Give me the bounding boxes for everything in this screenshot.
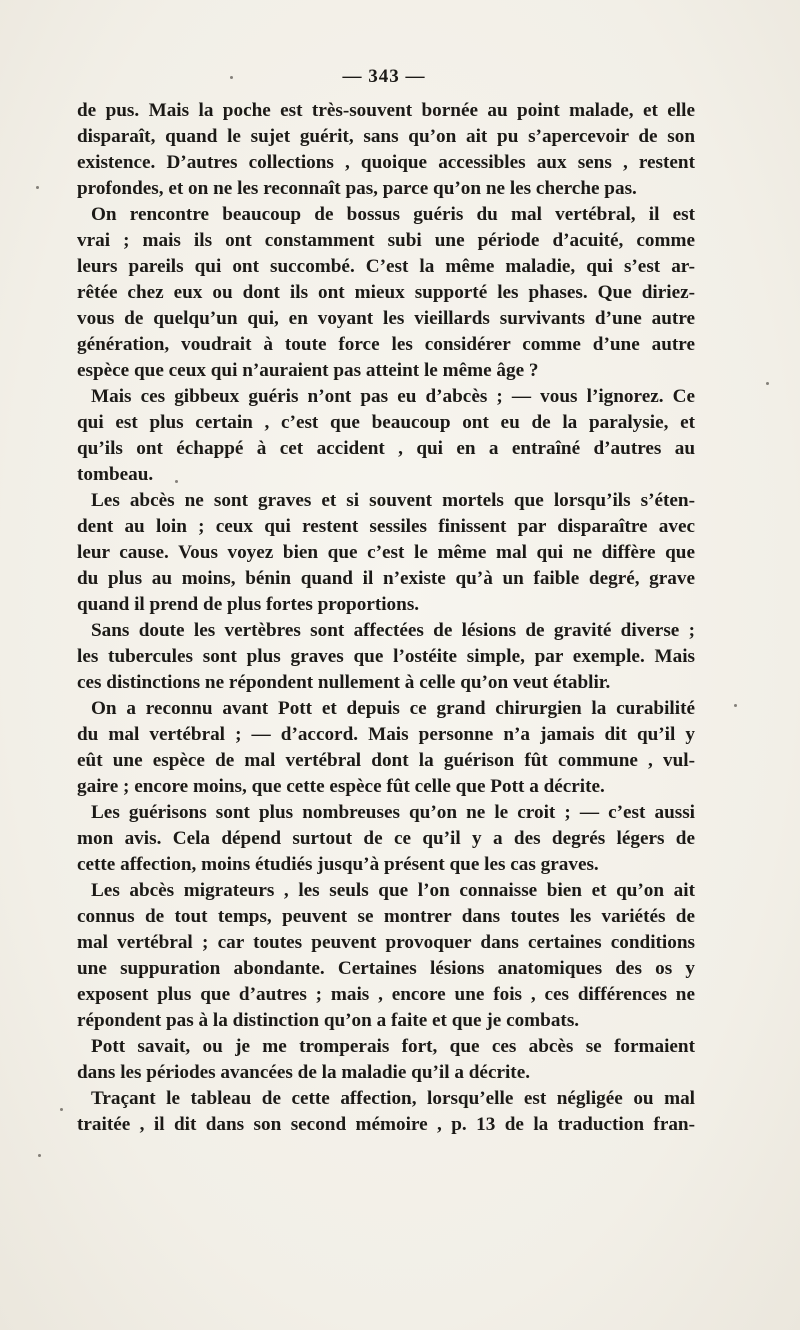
paper-speck <box>734 704 737 707</box>
paper-speck <box>175 480 178 483</box>
text-line: Sans doute les vertèbres sont affectées de lésions de gravité diverse ; <box>91 620 695 641</box>
text-line: vrai ; mais ils ont constamment subi une période d’acuité, comme <box>77 230 695 251</box>
text-line: leur cause. Vous voyez bien que c’est le même mal qui ne diffère que <box>77 542 695 563</box>
text-line: dans les périodes avancées de la maladie qu’il a décrite. <box>77 1062 531 1083</box>
text-line: exposent plus que d’autres ; mais , encore une fois , ces différences ne <box>77 984 695 1005</box>
text-line: profondes, et on ne les reconnaît pas, parce qu’on ne les cherche pas. <box>77 178 637 199</box>
text-line: mal vertébral ; car toutes peuvent provoquer dans certaines conditions <box>77 932 695 953</box>
paper-speck <box>766 382 769 385</box>
text-line: qui est plus certain , c’est que beaucoup ont eu de la paralysie, et <box>77 412 695 433</box>
text-line: gaire ; encore moins, que cette espèce fût celle que Pott a décrite. <box>77 776 605 797</box>
text-line: eût une espèce de mal vertébral dont la guérison fût commune , vul- <box>77 750 695 771</box>
text-line: du plus au moins, bénin quand il n’existe qu’à un faible degré, grave <box>77 568 695 589</box>
text-line: de pus. Mais la poche est très-souvent bornée au point malade, et elle <box>77 100 695 121</box>
text-line: répondent pas à la distinction qu’on a faite et que je combats. <box>77 1010 580 1031</box>
text-line: cette affection, moins étudiés jusqu’à présent que les cas graves. <box>77 854 599 875</box>
text-line: traitée , il dit dans son second mémoire , p. 13 de la traduction fran- <box>77 1114 695 1135</box>
text-line: leurs pareils qui ont succombé. C’est la même maladie, qui s’est ar- <box>77 256 695 277</box>
text-line: existence. D’autres collections , quoique accessibles aux sens , restent <box>77 152 695 173</box>
text-line: rêtée chez eux ou dont ils ont mieux supporté les phases. Que diriez- <box>77 282 695 303</box>
text-line: génération, voudrait à toute force les considérer comme d’une autre <box>77 334 695 355</box>
text-line: Les abcès migrateurs , les seuls que l’on connaisse bien et qu’on ait <box>91 880 695 901</box>
text-line: Pott savait, ou je me tromperais fort, que ces abcès se formaient <box>91 1036 695 1057</box>
text-line: ces distinctions ne répondent nullement à celle qu’on veut établir. <box>77 672 611 693</box>
text-line: une suppuration abondante. Certaines lésions anatomiques des os y <box>77 958 695 979</box>
text-line: vous de quelqu’un qui, en voyant les vieillards survivants d’une autre <box>77 308 695 329</box>
text-line: les tubercules sont plus graves que l’ostéite simple, par exemple. Mais <box>77 646 695 667</box>
body-text <box>77 98 695 1138</box>
text-line: dent au loin ; ceux qui restent sessiles finissent par disparaître avec <box>77 516 695 537</box>
paper-speck <box>230 76 233 79</box>
paper-speck <box>36 186 39 189</box>
text-line: Les abcès ne sont graves et si souvent mortels que lorsqu’ils s’éten- <box>91 490 695 511</box>
text-line: quand il prend de plus fortes proportions. <box>77 594 420 615</box>
text-line: Les guérisons sont plus nombreuses qu’on ne le croit ; — c’est aussi <box>91 802 695 823</box>
text-line: connus de tout temps, peuvent se montrer dans toutes les variétés de <box>77 906 695 927</box>
text-line: Traçant le tableau de cette affection, lorsqu’elle est négligée ou mal <box>91 1088 695 1109</box>
text-line: du mal vertébral ; — d’accord. Mais personne n’a jamais dit qu’il y <box>77 724 695 745</box>
page-number: — 343 — <box>342 66 426 87</box>
text-line: On rencontre beaucoup de bossus guéris du mal vertébral, il est <box>91 204 695 225</box>
text-line: On a reconnu avant Pott et depuis ce grand chirurgien la curabilité <box>91 698 695 719</box>
text-line: disparaît, quand le sujet guérit, sans qu’on ait pu s’apercevoir de son <box>77 126 695 147</box>
paper-speck <box>38 1154 41 1157</box>
text-line: qu’ils ont échappé à cet accident , qui en a entraîné d’autres au <box>77 438 695 459</box>
text-line: tombeau. <box>77 464 154 485</box>
text-line: espèce que ceux qui n’auraient pas atteint le même âge ? <box>77 360 539 381</box>
text-line: Mais ces gibbeux guéris n’ont pas eu d’abcès ; — vous l’ignorez. Ce <box>91 386 695 407</box>
paper-speck <box>60 1108 63 1111</box>
text-line: mon avis. Cela dépend surtout de ce qu’il y a des degrés légers de <box>77 828 695 849</box>
